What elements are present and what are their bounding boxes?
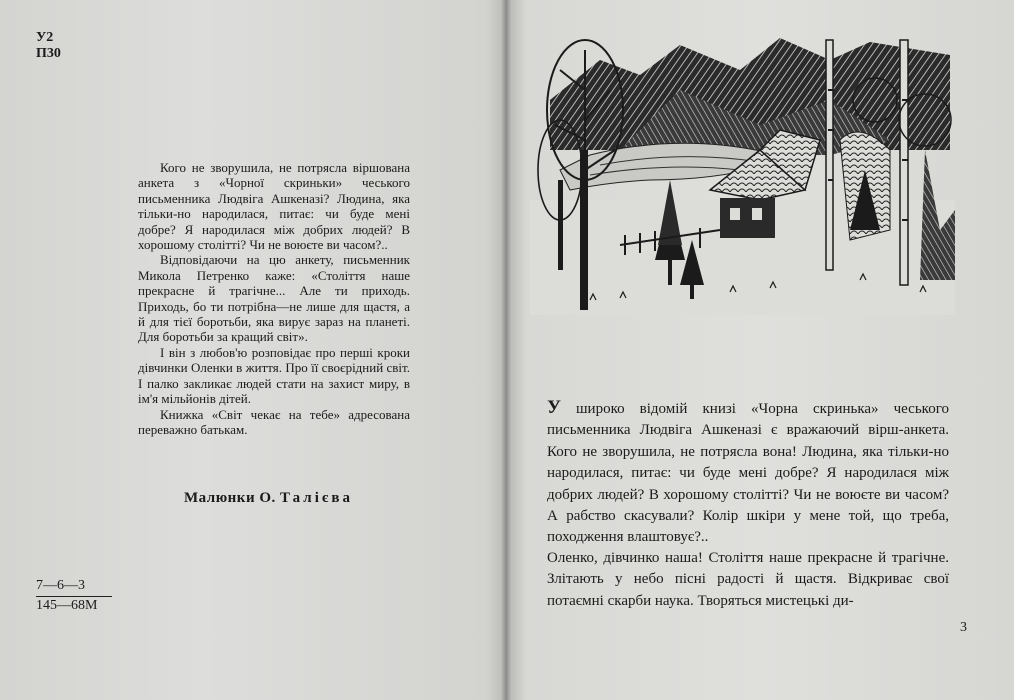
illustrators-credit bbox=[184, 490, 353, 507]
birch-tree bbox=[826, 40, 833, 270]
publisher-code-top: 7—6—3 bbox=[36, 578, 85, 593]
illustrators-name: Талієва bbox=[280, 490, 353, 506]
classification-code-2: П30 bbox=[36, 46, 61, 61]
body-paragraph-2 bbox=[547, 548, 949, 612]
paragraph-2-text: Оленко, дівчинко наша! Століття наше прекрасне й трагічне. Злітають у небо пісні радості й щастя. Відкриває свої потаємні скарби наука. Творяться мистецькі ди- bbox=[547, 550, 949, 609]
annotation-paragraph: Відповідаючи на цю анкету, письменник Микола Петренко каже: «Століття наше прекрасне й трагічне... Але ти приходь. Приходь, бо ти потрібна—не лише для щастя, а й для тієї боротьби, яка вирує зараз на планеті. Для боротьби за кращий світ». bbox=[138, 252, 410, 345]
cottage-wall bbox=[720, 198, 775, 238]
page-number: 3 bbox=[960, 620, 967, 635]
classification-code-1: У2 bbox=[36, 30, 54, 45]
annotation-paragraph: Книжка «Світ чекає на тебе» адресована переважно батькам. bbox=[138, 406, 410, 437]
paragraph-1-text: широко відомій книзі «Чорна скринька» чеського письменника Людвіга Ашкеназі є вражаючий вірш-анкета. Кого не зворушила, не потрясла вона! Людина, яка тільки-но народилася, питає: чи буде мені добре? Я народилася між добрих людей? В хорошому столітті? Чи не воюєте ви часом? А рабство скасували? Колір шкіри у мене той, що треба, походження влаштовує?.. bbox=[547, 401, 949, 546]
winter-landscape-illustration bbox=[530, 30, 955, 315]
book-gutter bbox=[501, 0, 511, 700]
drop-cap: У bbox=[547, 397, 561, 418]
publisher-code-bottom: 145—68М bbox=[36, 596, 112, 614]
annotation-paragraph: І він з любов'ю розповідає про перші кроки дівчинки Оленки в життя. Про її своєрідний світ. І палко закликає людей стати на захист миру, в ім'я мільйонів дітей. bbox=[138, 344, 410, 407]
left-page bbox=[0, 0, 506, 700]
body-paragraph-1 bbox=[547, 397, 949, 549]
annotation-paragraph: Кого не зворушила, не потрясла віршована анкета з «Чорної скриньки» чеського письменника Людвіга Ашкеназі? Людина, яка тільки-но народилася, питає: чи буде мені добре? Я народилася між добрих людей? В хорошому столітті? Чи не воюєте ви часом?.. bbox=[138, 160, 410, 253]
annotation bbox=[138, 160, 410, 437]
illustrators-prefix: Малюнки О. bbox=[184, 490, 276, 506]
